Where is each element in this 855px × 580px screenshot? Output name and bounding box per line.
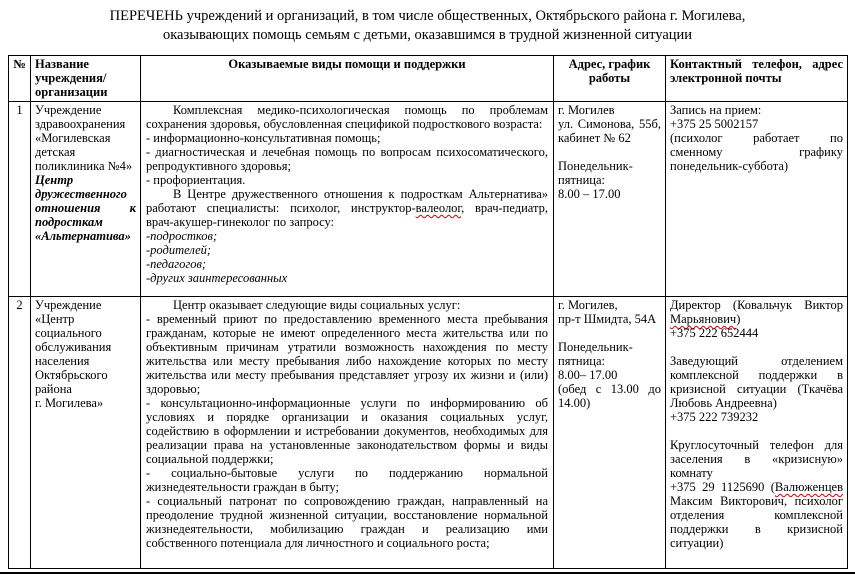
header-address-schedule: Адрес, график работы [554,56,666,102]
institution-name-cell: Учреждение здравоохранения «Могилевская детская поликлиника №4» Центр дружественного отношения к подросткам «Альтернатива» [31,102,141,297]
title-line-2: оказывающих помощь семьям с детьми, оказавшимся в трудной жизненной ситуации [162,27,693,43]
header-contacts: Контактный телефон, адрес электронной почты [666,56,848,102]
contacts-cell: Запись на прием: +375 25 5002157 (психолог работает по сменному графику понедельник-суббота) [666,102,848,297]
contacts-cell: Директор (Ковальчук Виктор Марьянович) +375 222 652444 Заведующий отделением комплексной поддержки в кризисной ситуации (Ткачёва Любовь Андреевна) +375 222 739232 Круглосуточный телефон для заселения в «кризисную» комнату +375 29 1125690 (Валюженцев Максим Викторович, психолог отделения комплексной поддержки в кризисной ситуации) [666,297,848,569]
document-title [0,7,855,45]
header-institution-name: Название учреждения/ организации [31,56,141,102]
address-schedule-cell: г. Могилев, пр-т Шмидта, 54А Понедельник-пятница: 8.00– 17.00 (обед с 13.00 до 14.00) [554,297,666,569]
services-cell: Комплексная медико-психологическая помощь по проблемам сохранения здоровья, обусловленная спецификой подросткового возраста: - информационно-консультативная помощь; - диагностическая и лечебная помощь по вопросам психосоматического, репродуктивного здоровья; - профориентация. В Центре дружественного отношения к подросткам Альтернатива» работают специалисты: психолог, инструктор-валеолог, врач-педиатр, врач-акушер-гинеколог по запросу: -подростков; -родителей; -педагогов; -других заинтересованных [141,102,554,297]
page-break-line [0,572,855,574]
institutions-table [8,55,848,569]
row-number-cell: 2 [9,297,31,569]
table-row-1 [9,102,848,297]
services-cell: Центр оказывает следующие виды социальных услуг: - временный приют по предоставлению временного места пребывания гражданам, которые не имеют определенного места жительства или по объективным причинам утратили возможность нахождения по месту жительства или месту пребывания либо нахождение которых по месту жительства или месту пребывания представляет угрозу их жизни и (или) здоровью; - консультационно-информационные услуги по информированию об условиях и порядке организации и оказания социальных услуг, содействию в оформлении и истребовании документов, необходимых для реализации права на установленные законодательством формы и виды социальной поддержки; - социально-бытовые услуги по поддержанию нормальной жизнедеятельности граждан в быту; - социальный патронат по сопровождению граждан, направленный на преодоление трудной жизненной ситуации, восстановление нормальной жизнедеятельности, мобилизацию граждан и реализацию ими собственного потенциала для личностного и социального роста; [141,297,554,569]
table-row-2 [9,297,848,569]
row-number-cell: 1 [9,102,31,297]
institution-name-cell: Учреждение «Центр социального обслуживания населения Октябрьского района г. Могилева» [31,297,141,569]
title-line-1: ПЕРЕЧЕНЬ учреждений и организаций, в том числе общественных, Октябрьского района г. Могилева, [109,8,746,24]
header-number: № [9,56,31,102]
address-schedule-cell: г. Могилев ул. Симонова, 55б, кабинет № 62 Понедельник-пятница: 8.00 – 17.00 [554,102,666,297]
header-services: Оказываемые виды помощи и поддержки [141,56,554,102]
header-row [9,56,848,102]
